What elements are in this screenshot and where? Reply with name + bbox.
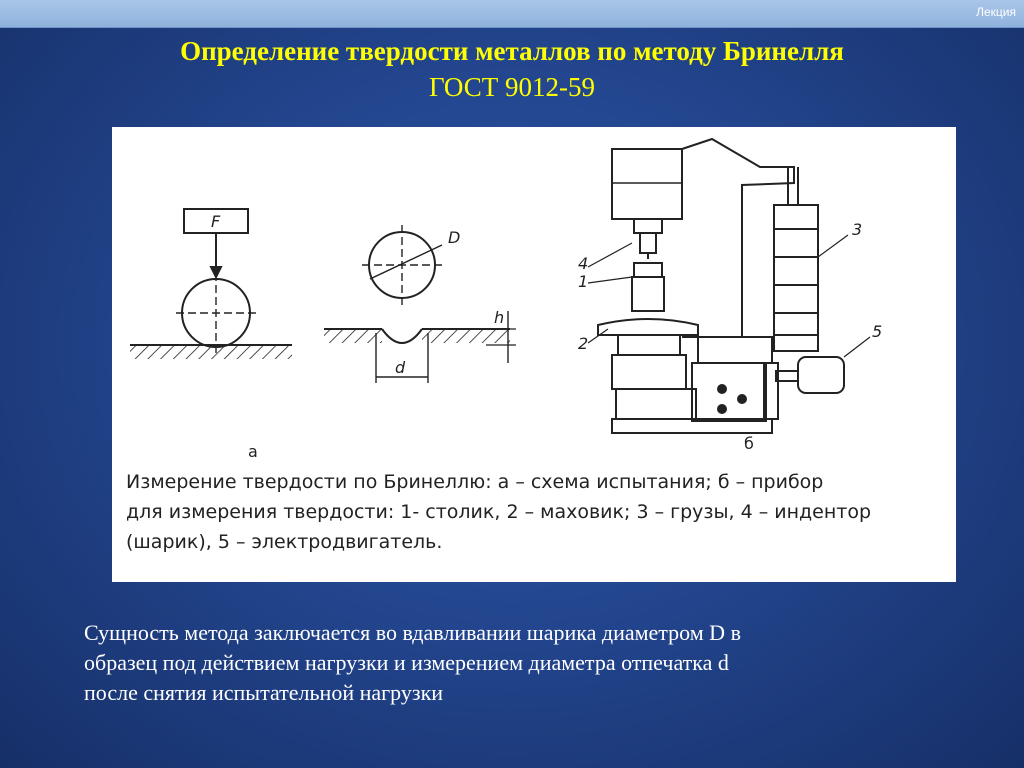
subfigure-b-label: б (744, 434, 754, 453)
callout-3: 3 (852, 220, 863, 239)
diameter-label: D (448, 228, 461, 247)
slide-title: Определение твердости металлов по методу Бринелля (180, 36, 844, 66)
brinell-diagram (112, 127, 956, 457)
subfigure-a-label: а (248, 442, 258, 457)
description-line: Сущность метода заключается во вдавливании шарика диаметром D в (84, 620, 741, 645)
impression-scheme (324, 225, 516, 383)
caption-line: для измерения твердости: 1- столик, 2 – маховик; 3 – грузы, 4 – индентор (126, 501, 872, 523)
print-diameter-label: d (395, 358, 406, 377)
method-description (84, 618, 964, 708)
description-line: после снятия испытательной нагрузки (84, 680, 444, 705)
section-label: Лекция (976, 5, 1016, 19)
callout-1: 1 (578, 272, 589, 291)
callout-5: 5 (872, 322, 883, 341)
force-label: F (211, 212, 221, 231)
brinell-tester-device (588, 139, 870, 433)
description-line: образец под действием нагрузки и измерением диаметра отпечатка d (84, 650, 729, 675)
figure-panel (112, 127, 956, 582)
caption-line: (шарик), 5 – электродвигатель. (126, 531, 443, 553)
callout-4: 4 (578, 254, 589, 273)
figure-caption (126, 467, 946, 557)
slide-subtitle: ГОСТ 9012-59 (428, 72, 595, 102)
caption-line: Измерение твердости по Бринеллю: а – схема испытания; б – прибор (126, 471, 824, 493)
callout-2: 2 (578, 334, 589, 353)
top-bar (0, 0, 1024, 28)
depth-label: h (494, 308, 505, 327)
ball-load-scheme (130, 209, 292, 359)
